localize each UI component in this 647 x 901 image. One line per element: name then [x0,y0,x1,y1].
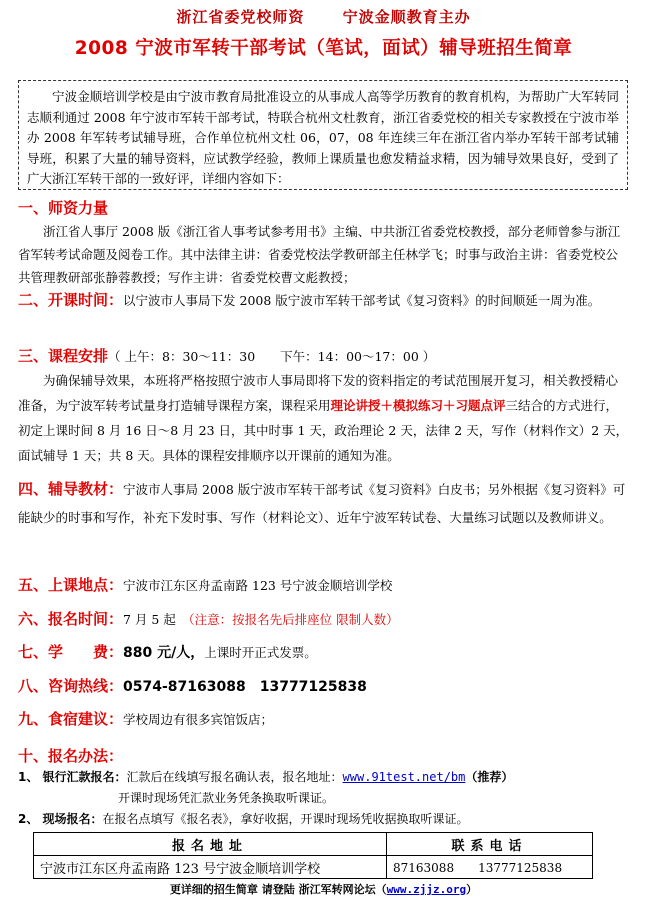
section-registration-time [18,608,630,631]
table-row [34,856,593,879]
registration-note: （注意：按报名先后排座位 限制人数） [188,612,399,627]
signup-onsite-body: 在报名点填写《报名表》，拿好收据，开课时现场凭收据换取听课证。 [102,812,469,826]
footer-close: ） [466,883,478,896]
table-header-address: 报名地址 [34,833,387,856]
schedule-body-part2: 三结合的方式进行，初定上课时间 8 月 16 日～8 月 23 日，其中时事 1 天，政治理论 2 天，法律 2 天，写作（材料作文）2 天，面试辅导 1 天；共 8 天。具体的课程安排顺序以开课前的通知为准。 [18,398,629,463]
section-faculty [18,197,630,289]
section-materials-heading: 四、辅导教材： [18,480,124,498]
section-schedule [18,345,630,468]
banner-left: 浙江省委党校师资 [176,8,305,26]
table-cell-phone [387,856,593,879]
section-hotline [18,675,630,699]
section-location-body: 宁波市江东区舟孟南路 123 号宁波金顺培训学校 [123,578,393,593]
section-start-time-heading: 二、开课时间： [18,291,124,309]
section-lodging-heading: 九、食宿建议： [18,710,124,728]
registration-table [33,832,593,879]
footer-link[interactable]: www.zjjz.org [386,883,467,896]
table-cell-address: 宁波市江东区舟孟南路 123 号宁波金顺培训学校 [34,856,387,879]
section-registration-time-heading: 六、报名时间： [18,610,124,628]
section-faculty-body: 浙江省人事厅 2008 版《浙江省人事考试参考用书》主编、中共浙江省委党校教授，部分老师曾参与浙江省军转考试命题及阅卷工作。其中法律主讲：省委党校法学教研部主任林学飞；时事与政治主讲：省委党校公共管理教研部张静蓉教授；写作主讲：省委党校曹文彪教授； [18,224,621,285]
hotline-numbers: 0574-87163088 13777125838 [123,679,367,695]
intro-box: 宁波金顺培训学校是由宁波市教育局批准设立的从事成人高等学历教育的教育机构，为帮助广大军转同志顺利通过 2008 年宁波市军转干部考试，特联合杭州文杜教育，浙江省委党校的相关专家教授在宁波市举办 2008 年军转考试辅导班，合作单位杭州文杜 06，07，08 年连续三年在浙江省内举办军转干部考试辅导班，积累了大量的辅导资料，应试教学经验，教师上课质量也愈发精益求精，因为辅导效果良好，受到了广大浙江军转干部的一致好评，详细内容如下： [18,80,628,190]
footer [0,881,647,897]
signup-bank-body: 汇款后在线填写报名确认表，报名地址： [126,770,343,784]
signup-bank-line2: 开课时现场凭汇款业务凭条换取听课证。 [118,791,335,805]
table-header-phone: 联系电话 [387,833,593,856]
schedule-highlight: 理论讲授＋模拟练习＋习题点评 [330,398,506,413]
section-schedule-time: （ 上午：8：30～11：30 下午：14：00～17：00 ） [108,349,436,364]
section-hotline-heading: 八、咨询热线： [18,677,124,695]
section-registration-time-body: 7 月 5 起 [123,612,176,627]
page-title: 2008 宁波市军转干部考试（笔试，面试）辅导班招生简章 [74,38,573,59]
section-lodging-body: 学校周边有很多宾馆饭店； [123,712,274,727]
signup-method-bank [18,767,630,788]
table-header-row [34,833,593,856]
phone-1: 87163088 [393,860,455,875]
signup-onsite-label: 2、 现场报名： [18,812,103,826]
section-location [18,574,630,597]
section-start-time [18,289,630,312]
top-banner [0,6,647,27]
section-faculty-heading: 一、师资力量 [18,199,109,217]
section-materials [18,475,630,532]
fee-amount: 880 元/人， [123,645,205,661]
section-materials-body: 宁波市人事局 2008 版宁波市军转干部考试《复习资料》白皮书；另外根据《复习资料》可能缺少的时事和写作，补充下发时事、写作（材料论文）、近年宁波军转试卷、大量练习试题以及教师讲义。 [18,482,626,525]
section-signup-heading: 十、报名办法： [18,747,124,765]
section-lodging [18,708,630,731]
section-location-heading: 五、上课地点： [18,576,124,594]
banner-right: 宁波金顺教育主办 [342,8,471,26]
signup-link[interactable]: www.91test.net/bm [342,770,466,784]
section-start-time-body: 以宁波市人事局下发 2008 版宁波市军转干部考试《复习资料》的时间顺延一周为准。 [123,293,601,308]
section-schedule-body [18,368,630,468]
signup-method-onsite [18,809,630,830]
section-fee [18,641,630,665]
section-fee-body: 上课时开正式发票。 [204,645,317,660]
section-schedule-heading: 三、课程安排 [18,347,109,365]
signup-bank-label: 1、 银行汇款报名： [18,770,127,784]
signup-recommend-tag: （推荐） [465,770,514,784]
schedule-body-part1: 为确保辅导效果，本班将严格按照宁波市人事局即将下发的资料指定的考试范围展开复习，相关教授精心准备，为宁波军转考试量身打造辅导课程方案，课程采用 [18,373,619,413]
phone-2: 13777125838 [478,860,563,875]
section-signup [18,746,630,830]
footer-text: 更详细的招生简章 请登陆 浙江军转网论坛（ [169,883,387,896]
section-fee-heading: 七、学 费： [18,643,124,661]
